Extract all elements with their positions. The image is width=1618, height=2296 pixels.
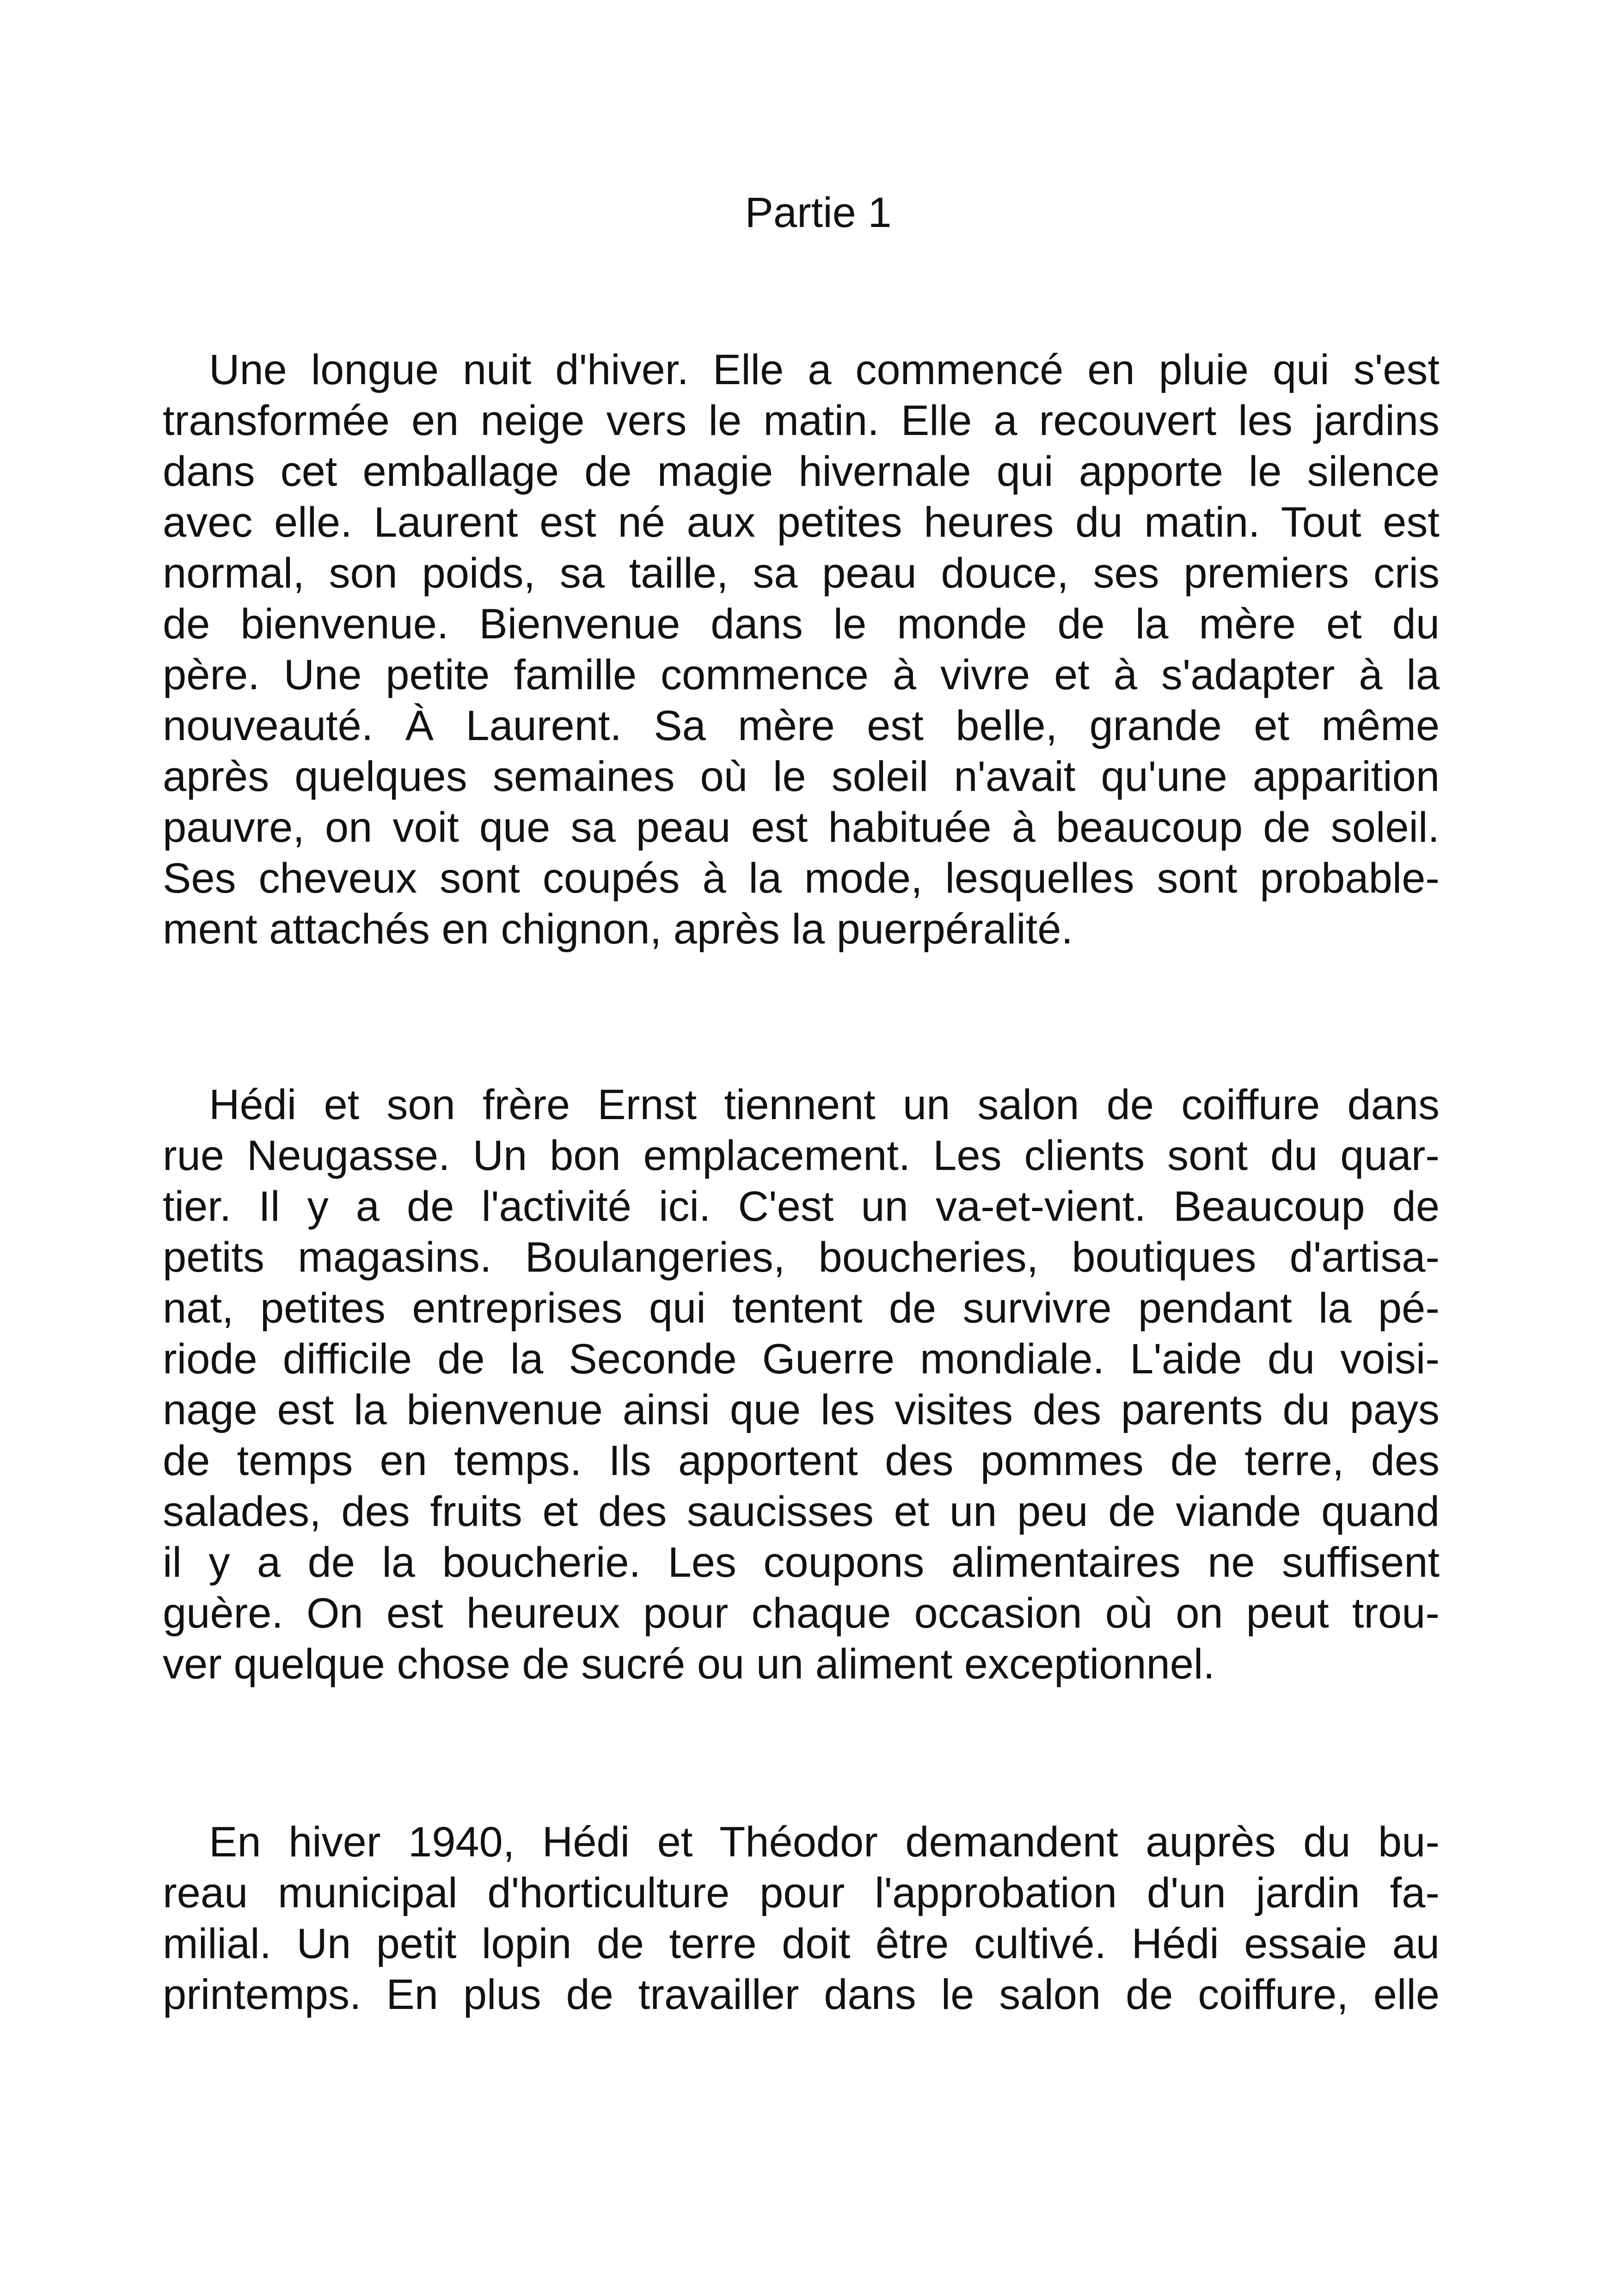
text-line: Ses cheveux sont coupés à la mode, lesquelles sont probable- (163, 855, 1440, 902)
text-line: rue Neugasse. Un bon emplacement. Les clients sont du quar- (163, 1132, 1440, 1179)
text-line: de bienvenue. Bienvenue dans le monde de la mère et du (163, 600, 1440, 648)
text-line: printemps. En plus de travailler dans le salon de coiffure, elle (163, 1971, 1440, 2018)
text-line: nouveauté. À Laurent. Sa mère est belle, grande et même (163, 702, 1440, 749)
text-line: dans cet emballage de magie hivernale qui apporte le silence (163, 448, 1440, 495)
text-line: petits magasins. Boulangeries, boucheries, boutiques d'artisa- (163, 1234, 1440, 1281)
text-line: ment attachés en chignon, après la puerpéralité. (163, 906, 1073, 953)
text-line: nage est la bienvenue ainsi que les visites des parents du pays (163, 1386, 1440, 1433)
text-line: père. Une petite famille commence à vivre et à s'adapter à la (163, 651, 1440, 698)
text-line: En hiver 1940, Hédi et Théodor demandent auprès du bu- (209, 1818, 1440, 1866)
text-line: tier. Il y a de l'activité ici. C'est un va-et-vient. Beaucoup de (163, 1183, 1440, 1230)
text-line: de temps en temps. Ils apportent des pommes de terre, des (163, 1437, 1440, 1484)
text-line: riode difficile de la Seconde Guerre mondiale. L'aide du voisi- (163, 1335, 1440, 1383)
text-line: milial. Un petit lopin de terre doit être cultivé. Hédi essaie au (163, 1920, 1440, 1967)
text-line: Hédi et son frère Ernst tiennent un salon de coiffure dans (209, 1081, 1440, 1128)
text-line: pauvre, on voit que sa peau est habituée à beaucoup de soleil. (163, 804, 1440, 851)
text-line: reau municipal d'horticulture pour l'approbation d'un jardin fa- (163, 1869, 1440, 1916)
text-line: salades, des fruits et des saucisses et un peu de viande quand (163, 1488, 1440, 1535)
paragraph-2 (163, 1079, 1440, 1690)
text-line: ver quelque chose de sucré ou un aliment exceptionnel. (163, 1641, 1215, 1688)
text-line: guère. On est heureux pour chaque occasion où on peut trou- (163, 1590, 1440, 1637)
text-line: nat, petites entreprises qui tentent de survivre pendant la pé- (163, 1285, 1440, 1332)
text-line: après quelques semaines où le soleil n'avait qu'une apparition (163, 753, 1440, 800)
text-line: Une longue nuit d'hiver. Elle a commencé en pluie qui s'est (209, 346, 1440, 393)
paragraph-3 (163, 1817, 1440, 2020)
text-line: transformée en neige vers le matin. Elle a recouvert les jardins (163, 397, 1440, 444)
chapter-heading: Partie 1 (745, 189, 892, 236)
paragraph-1 (163, 344, 1440, 955)
text-line: il y a de la boucherie. Les coupons alimentaires ne suffisent (163, 1539, 1440, 1586)
text-line: avec elle. Laurent est né aux petites heures du matin. Tout est (163, 499, 1440, 546)
text-line: normal, son poids, sa taille, sa peau douce, ses premiers cris (163, 550, 1440, 597)
